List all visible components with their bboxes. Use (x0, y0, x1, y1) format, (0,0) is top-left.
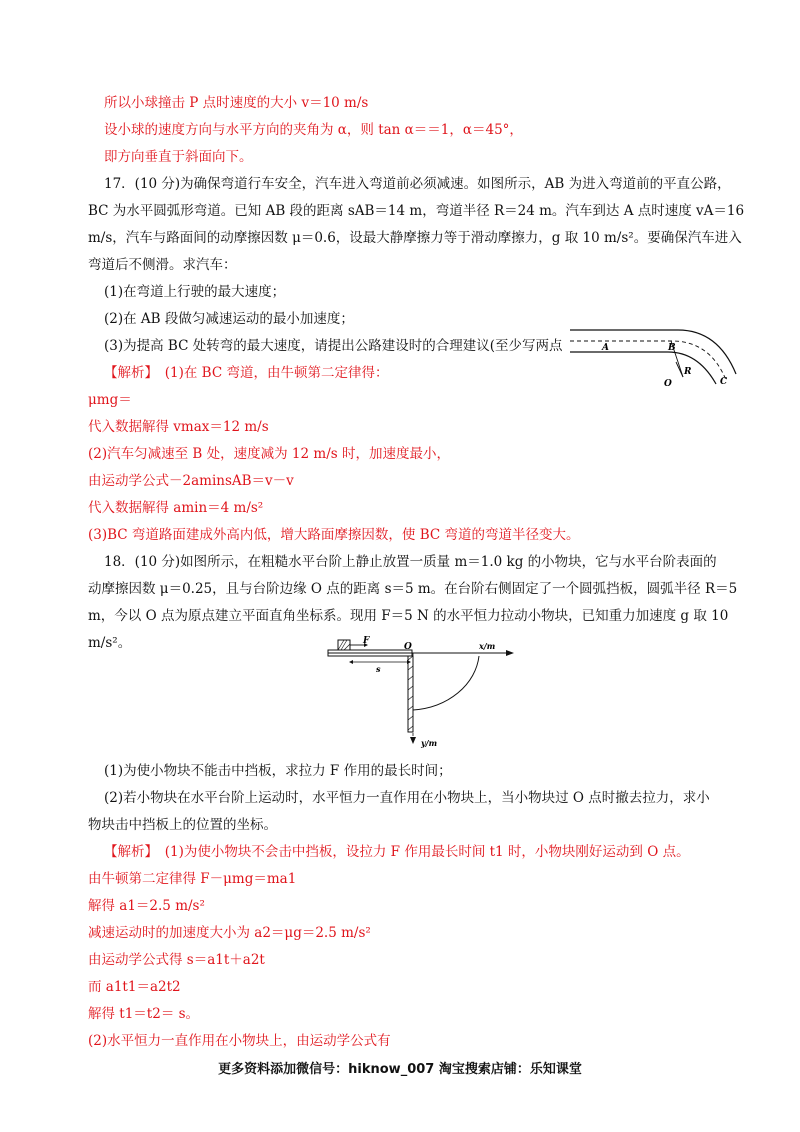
text-line: 物块击中挡板上的位置的坐标。 (88, 817, 277, 833)
text-line: 即方向垂直于斜面向下。 (104, 149, 253, 165)
text-line: (3)为提高 BC 处转弯的最大速度，请提出公路建设时的合理建议(至少写两点 (104, 338, 563, 354)
text-line: 所以小球撞击 P 点时速度的大小 v＝10 m/s (104, 95, 369, 111)
text-line: (2)水平恒力一直作用在小物块上，由运动学公式有 (88, 1033, 391, 1049)
label-f: F (363, 636, 370, 646)
text-line: (2)在 AB 段做匀减速运动的最小加速度； (104, 311, 354, 327)
label-x: x/m (479, 641, 496, 651)
label-s: s (376, 664, 381, 674)
text-line: 【解析】 (1)为使小物块不会击中挡板，设拉力 F 作用最长时间 t1 时，小物块刚好运动到 O 点。 (104, 844, 690, 860)
label-a: A (602, 343, 609, 353)
text-line: 弯道后不侧滑。求汽车： (88, 257, 237, 273)
text-line: 减速运动时的加速度大小为 a2＝μg＝2.5 m/s² (88, 925, 371, 941)
text-line: 【解析】 (1)在 BC 弯道，由牛顿第二定律得： (104, 365, 389, 381)
text-line: BC 为水平圆弧形弯道。已知 AB 段的距离 sAB＝14 m，弯道半径 R＝24 m。汽车到达 A 点时速度 vA＝16 (88, 203, 745, 219)
text-line: m/s，汽车与路面间的动摩擦因数 μ＝0.6，设最大静摩擦力等于滑动摩擦力，g 取 10 m/s²。要确保汽车进入 (88, 230, 742, 246)
text-line: m，今以 O 点为原点建立平面直角坐标系。现用 F＝5 N 的水平恒力拉动小物块，已知重力加速度 g 取 10 (88, 608, 729, 624)
step-arc-figure (326, 636, 516, 748)
text-line: m/s²。 (88, 635, 132, 651)
text-line: 由牛顿第二定律得 F－μmg＝ma1 (88, 871, 297, 887)
road-bend-figure (568, 322, 738, 402)
text-line: (2)若小物块在水平台阶上运动时，水平恒力一直作用在小物块上，当小物块过 O 点时撤去拉力，求小 (104, 790, 710, 806)
text-line: (2)汽车匀减速至 B 处，速度减为 12 m/s 时，加速度最小， (88, 446, 450, 462)
label-b: B (668, 343, 676, 353)
text-line: (3)BC 弯道路面建成外高内低，增大路面摩擦因数，使 BC 弯道的弯道半径变大。 (88, 527, 580, 543)
text-line: 由运动学公式－2aminsAB＝v－v (88, 473, 294, 489)
label-c: C (720, 377, 728, 387)
text-line: 而 a1t1＝a2t2 (88, 979, 181, 995)
text-line: 代入数据解得 vmax＝12 m/s (88, 419, 269, 435)
text-line: 代入数据解得 amin＝4 m/s² (88, 500, 264, 516)
text-line: 设小球的速度方向与水平方向的夹角为 α，则 tan α＝＝1，α＝45°， (104, 122, 523, 138)
text-line: μmg＝ (88, 392, 132, 408)
text-line: 由运动学公式得 s＝a1t＋a2t (88, 952, 265, 968)
text-line: 17．(10 分)为确保弯道行车安全，汽车进入弯道前必须减速。如图所示，AB 为进入弯道前的平直公路， (104, 176, 731, 192)
label-y: y/m (421, 738, 438, 748)
text-line: (1)为使小物块不能击中挡板，求拉力 F 作用的最长时间； (104, 763, 452, 779)
text-line: 解得 t1＝t2＝ s。 (88, 1006, 200, 1022)
label-o: O (664, 379, 672, 389)
text-line: 动摩擦因数 μ＝0.25，且与台阶边缘 O 点的距离 s＝5 m。在台阶右侧固定了一个圆弧挡板，圆弧半径 R＝5 (88, 581, 738, 597)
text-line: 解得 a1＝2.5 m/s² (88, 898, 205, 914)
footer-note: 更多资料添加微信号：hiknow_007 淘宝搜索店铺：乐知课堂 (218, 1062, 582, 1077)
text-line: 18．(10 分)如图所示，在粗糙水平台阶上静止放置一质量 m＝1.0 kg 的小物块，它与水平台阶表面的 (104, 554, 717, 570)
label-r: R (684, 367, 692, 377)
text-line: (1)在弯道上行驶的最大速度； (104, 284, 286, 300)
label-o: O (404, 642, 412, 652)
